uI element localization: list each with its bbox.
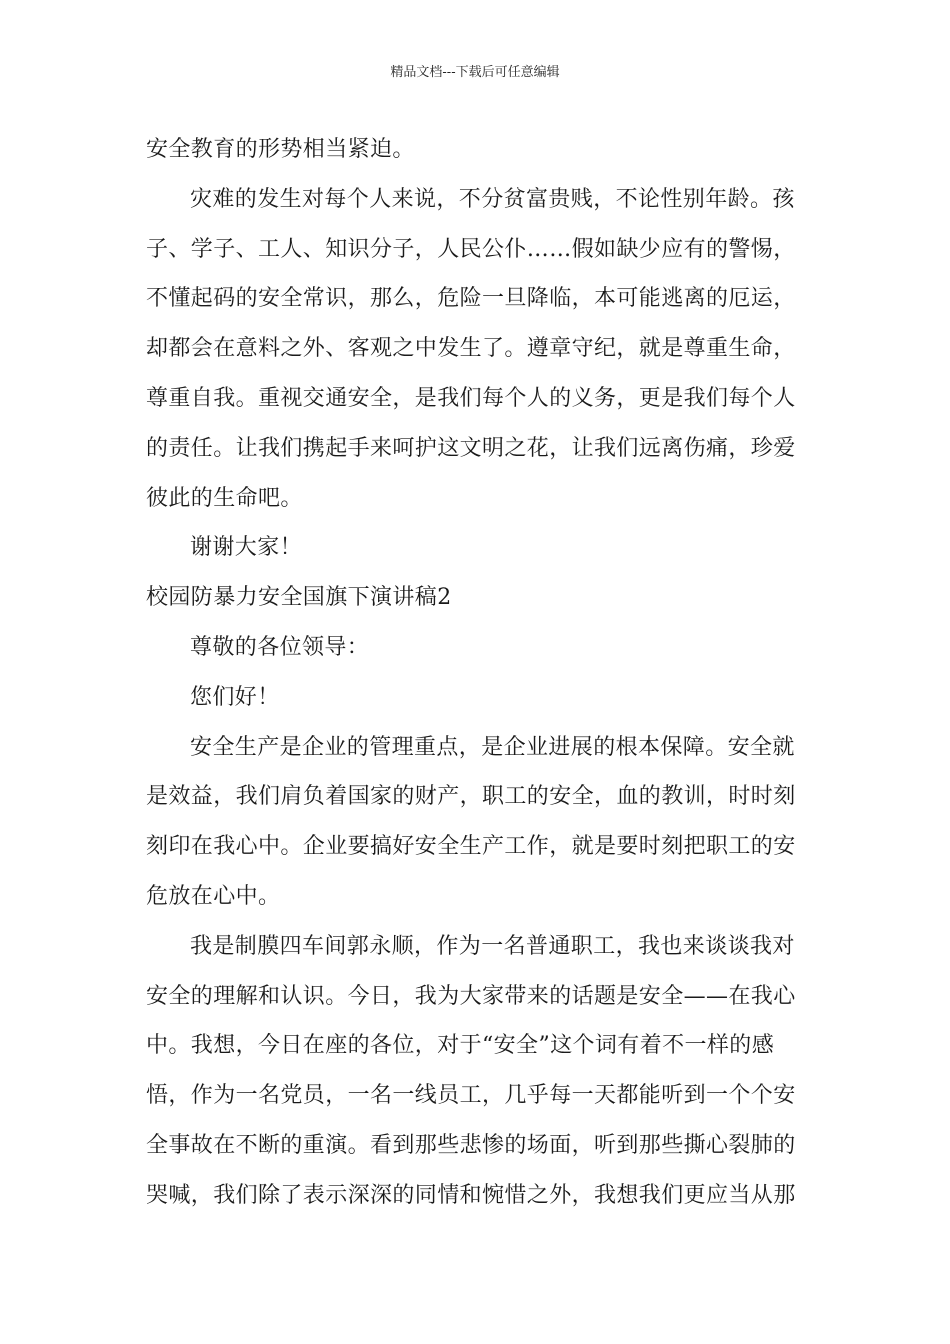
text-line: 尊敬的各位领导： <box>190 634 370 660</box>
document-body <box>146 125 810 1221</box>
page-header: 精品文档---下载后可任意编辑 <box>390 65 560 80</box>
text-line: 是效益，我们肩负着国家的财产，职工的安全，血的教训，时时刻 <box>146 784 796 810</box>
text-line: 尊重自我。重视交通安全，是我们每个人的义务，更是我们每个人 <box>146 385 796 411</box>
text-line: 的责任。让我们携起手来呵护这文明之花，让我们远离伤痛，珍爱 <box>146 435 796 461</box>
text-line: 刻印在我心中。企业要搞好安全生产工作，就是要时刻把职工的安 <box>146 834 796 860</box>
section-title: 校园防暴力安全国旗下演讲稿2 <box>146 585 452 611</box>
text-line: 悟，作为一名党员，一名一线员工，几乎每一天都能听到一个个安 <box>146 1083 796 1109</box>
text-line: 却都会在意料之外、客观之中发生了。遵章守纪，就是尊重生命， <box>146 336 796 362</box>
text-line: 您们好！ <box>190 684 280 710</box>
text-line: 安全教育的形势相当紧迫。 <box>146 137 415 162</box>
text-line: 不懂起码的安全常识，那么，危险一旦降临，本可能逃离的厄运， <box>146 286 796 312</box>
text-line: 哭喊，我们除了表示深深的同情和惋惜之外，我想我们更应当从那 <box>146 1182 796 1208</box>
text-line: 灾难的发生对每个人来说，不分贫富贵贱，不论性别年龄。孩 <box>190 186 795 212</box>
text-line: 我是制膜四车间郭永顺，作为一名普通职工，我也来谈谈我对 <box>190 933 795 959</box>
text-line: 谢谢大家！ <box>190 535 303 561</box>
text-line: 子、学子、工人、知识分子，人民公仆……假如缺少应有的警惕， <box>146 236 796 262</box>
text-line: 彼此的生命吧。 <box>146 485 303 511</box>
text-line: 安全的理解和认识。今日，我为大家带来的话题是安全——在我心 <box>146 983 796 1009</box>
text-line: 中。我想，今日在座的各位，对于“安全”这个词有着不一样的感 <box>146 1033 775 1059</box>
text-line: 危放在心中。 <box>146 883 281 909</box>
text-line: 全事故在不断的重演。看到那些悲惨的场面，听到那些撕心裂肺的 <box>146 1132 796 1158</box>
text-line: 安全生产是企业的管理重点，是企业进展的根本保障。安全就 <box>190 734 795 760</box>
